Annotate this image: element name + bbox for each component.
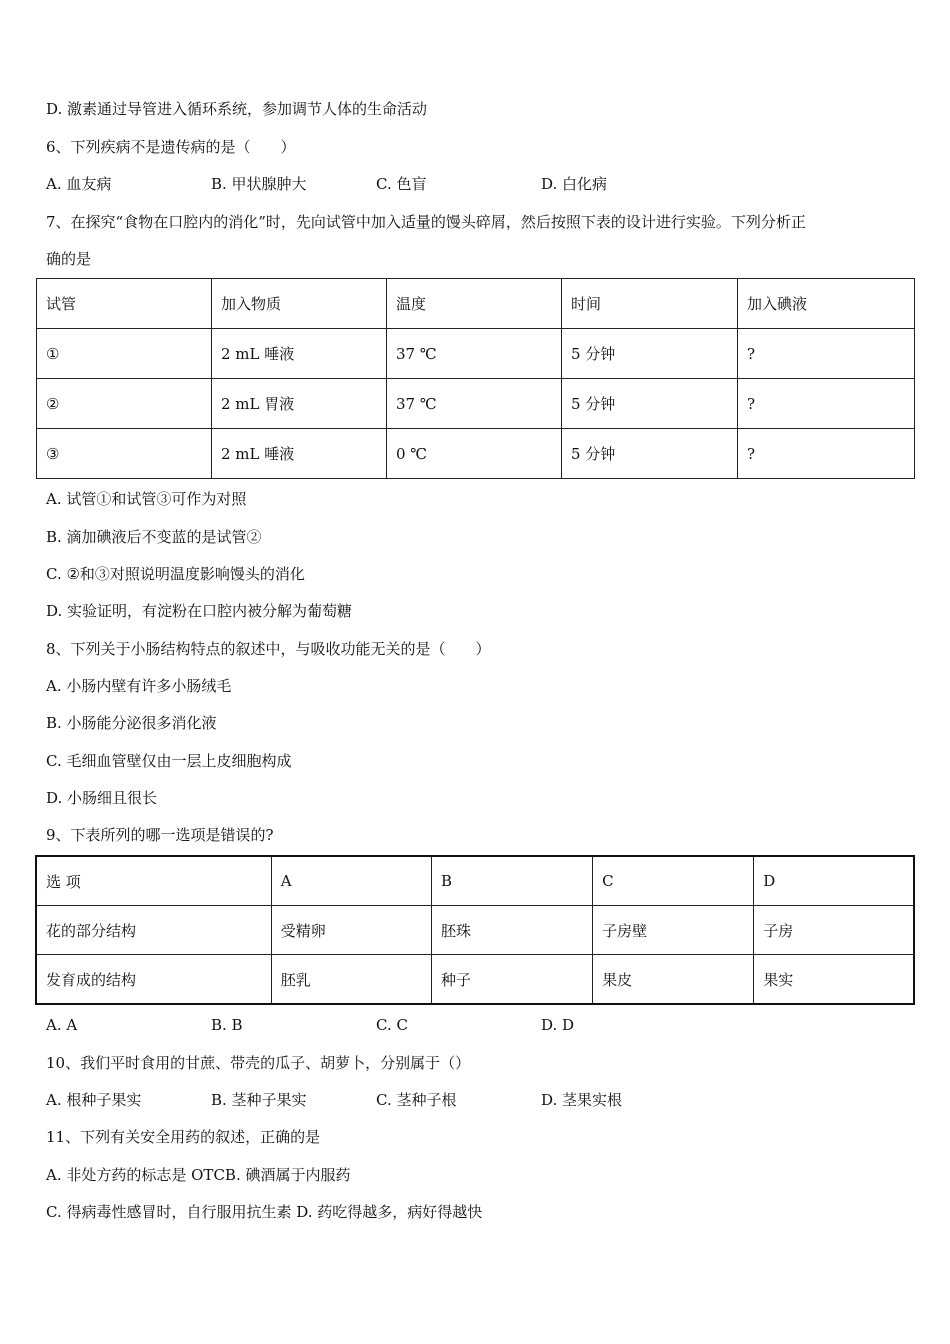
q9-stem: 9、下表所列的哪一选项是错误的?	[46, 826, 274, 844]
q10-option-d: D. 茎果实根	[541, 1091, 623, 1109]
table-row	[37, 429, 915, 479]
table-cell: ?	[738, 329, 915, 379]
table-cell: 胚珠	[431, 906, 592, 955]
q7-option-c: C. ②和③对照说明温度影响馒头的消化	[46, 565, 305, 583]
table-cell: 花的部分结构	[36, 906, 271, 955]
table-row	[37, 379, 915, 429]
q6-option-a: A. 血友病	[46, 175, 112, 193]
q10-option-a: A. 根种子果实	[46, 1091, 142, 1109]
table-cell: 子房壁	[593, 906, 754, 955]
q10-option-b: B. 茎种子果实	[211, 1091, 307, 1109]
q10-option-c: C. 茎种子根	[376, 1091, 457, 1109]
q6-option-c: C. 色盲	[376, 175, 427, 193]
header-temperature: 温度	[387, 279, 562, 329]
q11-stem: 11、下列有关安全用药的叙述，正确的是	[46, 1128, 321, 1146]
q9-option-b: B. B	[211, 1016, 243, 1034]
table-cell: 0 ℃	[387, 429, 562, 479]
q7-stem-line1: 7、在探究“食物在口腔内的消化”时，先向试管中加入适量的馒头碎屑，然后按照下表的设计进行实验。下列分析正	[46, 213, 806, 231]
table-cell: 2 mL 唾液	[212, 429, 387, 479]
header-a: A	[271, 856, 431, 906]
table-cell: 2 mL 唾液	[212, 329, 387, 379]
q9-flower-table	[35, 855, 915, 1005]
header-substance: 加入物质	[212, 279, 387, 329]
table-header-row	[37, 279, 915, 329]
table-cell: 5 分钟	[562, 429, 738, 479]
q7-stem-line2: 确的是	[46, 250, 92, 268]
table-cell: 5 分钟	[562, 329, 738, 379]
q7-experiment-table	[36, 278, 915, 479]
table-cell: 子房	[754, 906, 914, 955]
table-cell: 发育成的结构	[36, 955, 271, 1005]
q8-option-b: B. 小肠能分泌很多消化液	[46, 714, 217, 732]
table-cell: 果实	[754, 955, 914, 1005]
q11-options-line2: C. 得病毒性感冒时，自行服用抗生素 D. 药吃得越多，病好得越快	[46, 1203, 483, 1221]
header-d: D	[754, 856, 914, 906]
q11-options-line1: A. 非处方药的标志是 OTCB. 碘酒属于内服药	[46, 1166, 351, 1184]
table-cell: ①	[37, 329, 212, 379]
q6-option-d: D. 白化病	[541, 175, 608, 193]
q7-option-b: B. 滴加碘液后不变蓝的是试管②	[46, 528, 262, 546]
q9-option-a: A. A	[46, 1016, 78, 1034]
table-row	[36, 955, 914, 1005]
table-cell: 果皮	[593, 955, 754, 1005]
q8-stem: 8、下列关于小肠结构特点的叙述中，与吸收功能无关的是（ ）	[46, 640, 491, 658]
table-row	[37, 329, 915, 379]
q6-stem: 6、下列疾病不是遗传病的是（ ）	[46, 138, 296, 156]
q10-stem: 10、我们平时食用的甘蔗、带壳的瓜子、胡萝卜，分别属于（）	[46, 1054, 471, 1072]
header-time: 时间	[562, 279, 738, 329]
q9-option-c: C. C	[376, 1016, 408, 1034]
table-cell: 受精卵	[271, 906, 431, 955]
table-header-row	[36, 856, 914, 906]
q5-option-d: D. 激素通过导管进入循环系统，参加调节人体的生命活动	[46, 100, 428, 118]
q9-option-d: D. D	[541, 1016, 575, 1034]
table-cell: 5 分钟	[562, 379, 738, 429]
table-cell: 2 mL 胃液	[212, 379, 387, 429]
table-cell: 胚乳	[271, 955, 431, 1005]
table-row	[36, 906, 914, 955]
q7-option-a: A. 试管①和试管③可作为对照	[46, 490, 247, 508]
table-cell: ?	[738, 429, 915, 479]
table-cell: 37 ℃	[387, 379, 562, 429]
header-c: C	[593, 856, 754, 906]
header-iodine: 加入碘液	[738, 279, 915, 329]
table-cell: ②	[37, 379, 212, 429]
table-cell: 种子	[431, 955, 592, 1005]
table-cell: ③	[37, 429, 212, 479]
q8-option-c: C. 毛细血管壁仅由一层上皮细胞构成	[46, 752, 292, 770]
table-cell: ?	[738, 379, 915, 429]
q6-option-b: B. 甲状腺肿大	[211, 175, 307, 193]
q7-option-d: D. 实验证明，有淀粉在口腔内被分解为葡萄糖	[46, 602, 353, 620]
q8-option-d: D. 小肠细且很长	[46, 789, 158, 807]
header-tube: 试管	[37, 279, 212, 329]
header-option: 选 项	[36, 856, 271, 906]
table-cell: 37 ℃	[387, 329, 562, 379]
header-b: B	[431, 856, 592, 906]
q8-option-a: A. 小肠内壁有许多小肠绒毛	[46, 677, 232, 695]
